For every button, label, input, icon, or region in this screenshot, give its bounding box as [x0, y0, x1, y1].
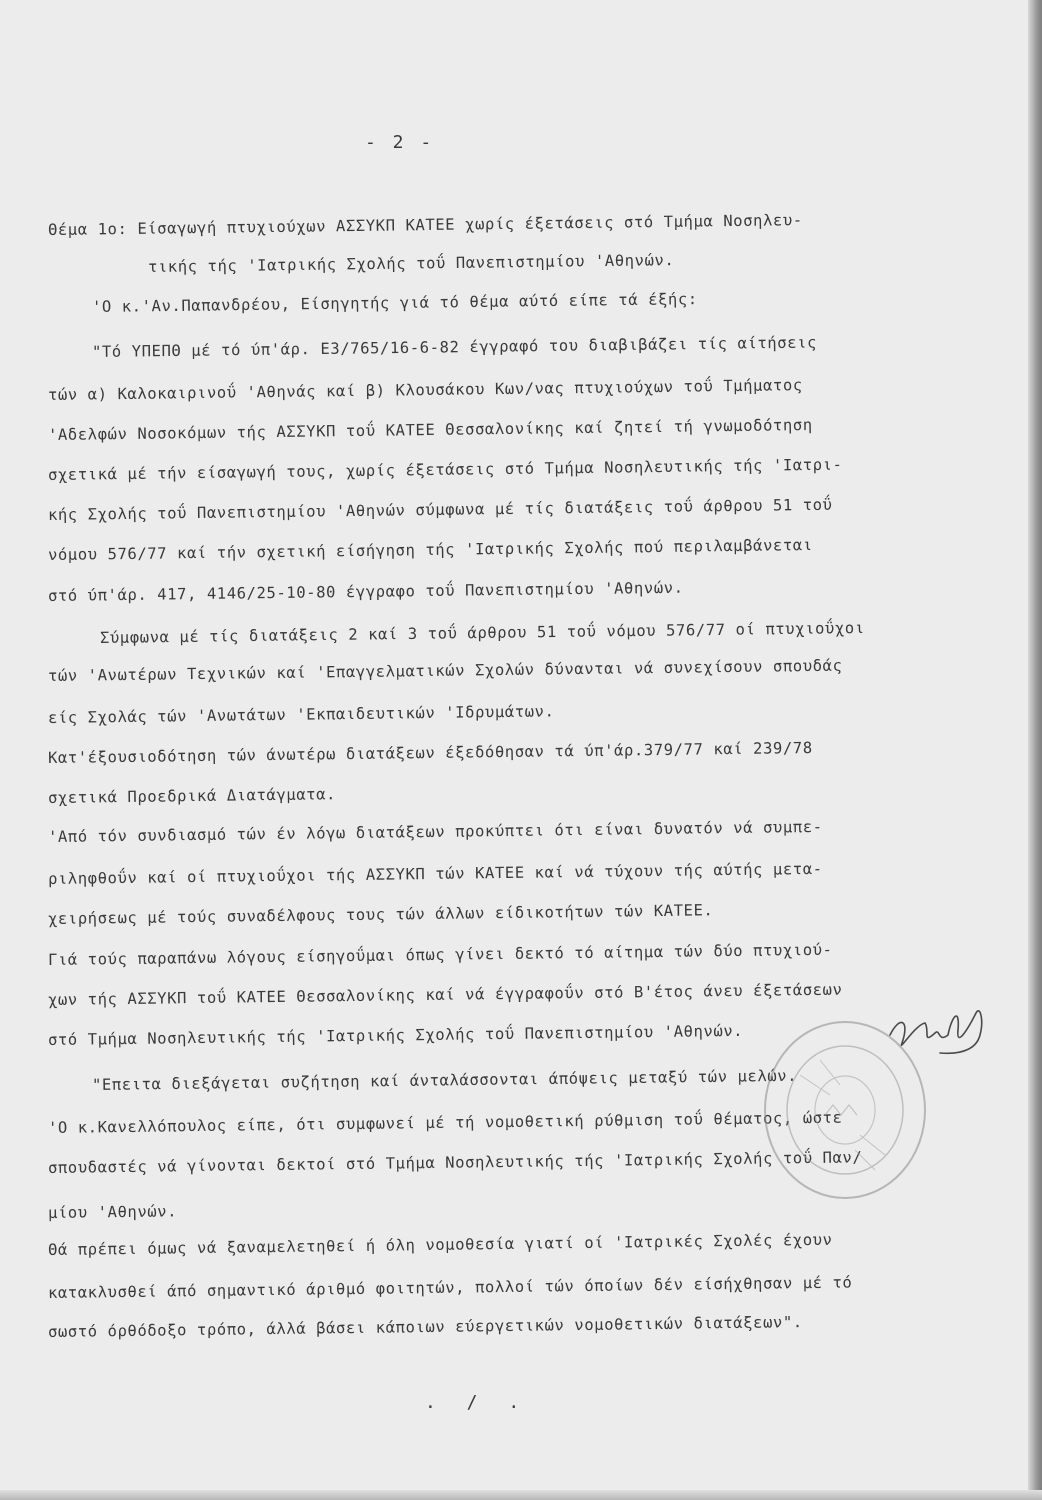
page-edge-shadow [1028, 0, 1042, 1500]
text-line: σχετικά μέ τήν είσαγωγή τους, χωρίς έξετάσεις στό Τμήμα Νοσηλευτικής τής 'Ιατρι- [47, 455, 843, 484]
text-line: τών α) Καλοκαιρινοΰ 'Αθηνάς καί β) Κλουσάκου Κων/νας πτυχιούχων τοΰ Τμήματος [47, 376, 803, 404]
text-line: σωστό όρθόδοξο τρόπο, άλλά βάσει κάποιων εύεργετικών νομοθετικών διατάξεων". [47, 1313, 803, 1341]
text-line: 'Από τόν συνδιασμό τών έν λόγω διατάξεων προκύπτει ότι είναι δυνατόν νά συμπε- [47, 817, 823, 846]
text-line: 'Ο κ.Κανελλόπουλος είπε, ότι συμφωνεί μέ τή νομοθετική ρύθμιση τοΰ θέματος, ώστε [47, 1108, 843, 1137]
text-line: τικής τής 'Ιατρικής Σχολής τοΰ Πανεπιστημίου 'Αθηνών. [147, 251, 675, 276]
text-line: Σύμφωνα μέ τίς διατάξεις 2 καί 3 τοΰ άρθρου 51 τοΰ νόμου 576/77 οί πτυχιοΰχοι [99, 618, 865, 647]
continuation-mark: . / . [425, 1392, 530, 1413]
text-line: στό ύπ'άρ. 417, 4146/25-10-80 έγγραφο τοΰ Πανεπιστημίου 'Αθηνών. [47, 578, 684, 605]
page-bottom-shadow [0, 1490, 1042, 1500]
text-line: χων τής ΑΣΣΥΚΠ τοΰ ΚΑΤΕΕ Θεσσαλονίκης καί νά έγγραφοΰν στό Β'έτος άνευ έξετάσεων [47, 980, 843, 1009]
text-line: κατακλυσθεί άπό σημαντικό άριθμό φοιτητών, πολλοί τών όποίων δέν είσήχθησαν μέ τό [47, 1273, 853, 1302]
text-line: χειρήσεως μέ τούς συναδέλφους τους τών άλλων είδικοτήτων τών ΚΑΤΕΕ. [47, 901, 714, 928]
text-line: σπουδαστές νά γίνονται δεκτοί στό Τμήμα Νοσηλευτικής τής 'Ιατρικής Σχολής τοΰ Παν/ [47, 1148, 863, 1177]
text-line: 'Ο κ.'Αν.Παπανδρέου, Είσηγητής γιά τό θέμα αύτό είπε τά έξής: [91, 290, 698, 316]
text-line: τών 'Ανωτέρων Τεχνικών καί 'Επαγγελματικών Σχολών δύνανται νά συνεχίσουν σπουδάς [47, 656, 843, 685]
text-line: κής Σχολής τοΰ Πανεπιστημίου 'Αθηνών σύμφωνα μέ τίς διατάξεις τοΰ άρθρου 51 τοΰ [47, 495, 833, 524]
text-line: σχετικά Προεδρικά Διατάγματα. [47, 785, 337, 807]
page-number: - 2 - [365, 132, 435, 153]
text-line: 'Αδελφών Νοσοκόμων τής ΑΣΣΥΚΠ τοΰ ΚΑΤΕΕ Θεσσαλονίκης καί ζητεί τή γνωμοδότηση [47, 415, 813, 444]
text-line: μίου 'Αθηνών. [47, 1202, 178, 1222]
text-line: Γιά τούς παραπάνω λόγους είσηγοΰμαι όπως γίνει δεκτό τό αίτημα τών δύο πτυχιού- [47, 940, 833, 969]
text-line: Θά πρέπει όμως νά ξαναμελετηθεί ή όλη νομοθεσία γιατί οί 'Ιατρικές Σχολές έχουν [47, 1230, 833, 1259]
text-line: Κατ'έξουσιοδότηση τών άνωτέρω διατάξεων έξεδόθησαν τά ύπ'άρ.379/77 καί 239/78 [47, 738, 813, 767]
handwritten-signature-icon [880, 995, 990, 1065]
text-line: νόμου 576/77 καί τήν σχετική είσήγηση τής 'Ιατρικής Σχολής πού περιλαμβάνεται [47, 535, 813, 564]
text-line: είς Σχολάς τών 'Ανωτάτων 'Εκπαιδευτικών 'Ιδρυμάτων. [47, 702, 555, 727]
text-line: ριληφθοΰν καί οί πτυχιοΰχοι τής ΑΣΣΥΚΠ τών ΚΑΤΕΕ καί νά τύχουν τής αύτής μετα- [47, 859, 823, 888]
text-line: Θέμα 1ο: Είσαγωγή πτυχιούχων ΑΣΣΥΚΠ ΚΑΤΕΕ χωρίς έξετάσεις στό Τμήμα Νοσηλευ- [47, 211, 803, 239]
text-line: "Επειτα διεξάγεται συζήτηση καί άνταλάσσονται άπόψεις μεταξύ τών μελών. [91, 1066, 798, 1094]
text-line: "Τό ΥΠΕΠΘ μέ τό ύπ'άρ. Ε3/765/16-6-82 έγγραφό του διαβιβάζει τίς αίτήσεις [91, 333, 818, 361]
text-line: στό Τμήμα Νοσηλευτικής τής 'Ιατρικής Σχολής τοΰ Πανεπιστημίου 'Αθηνών. [47, 1021, 744, 1049]
